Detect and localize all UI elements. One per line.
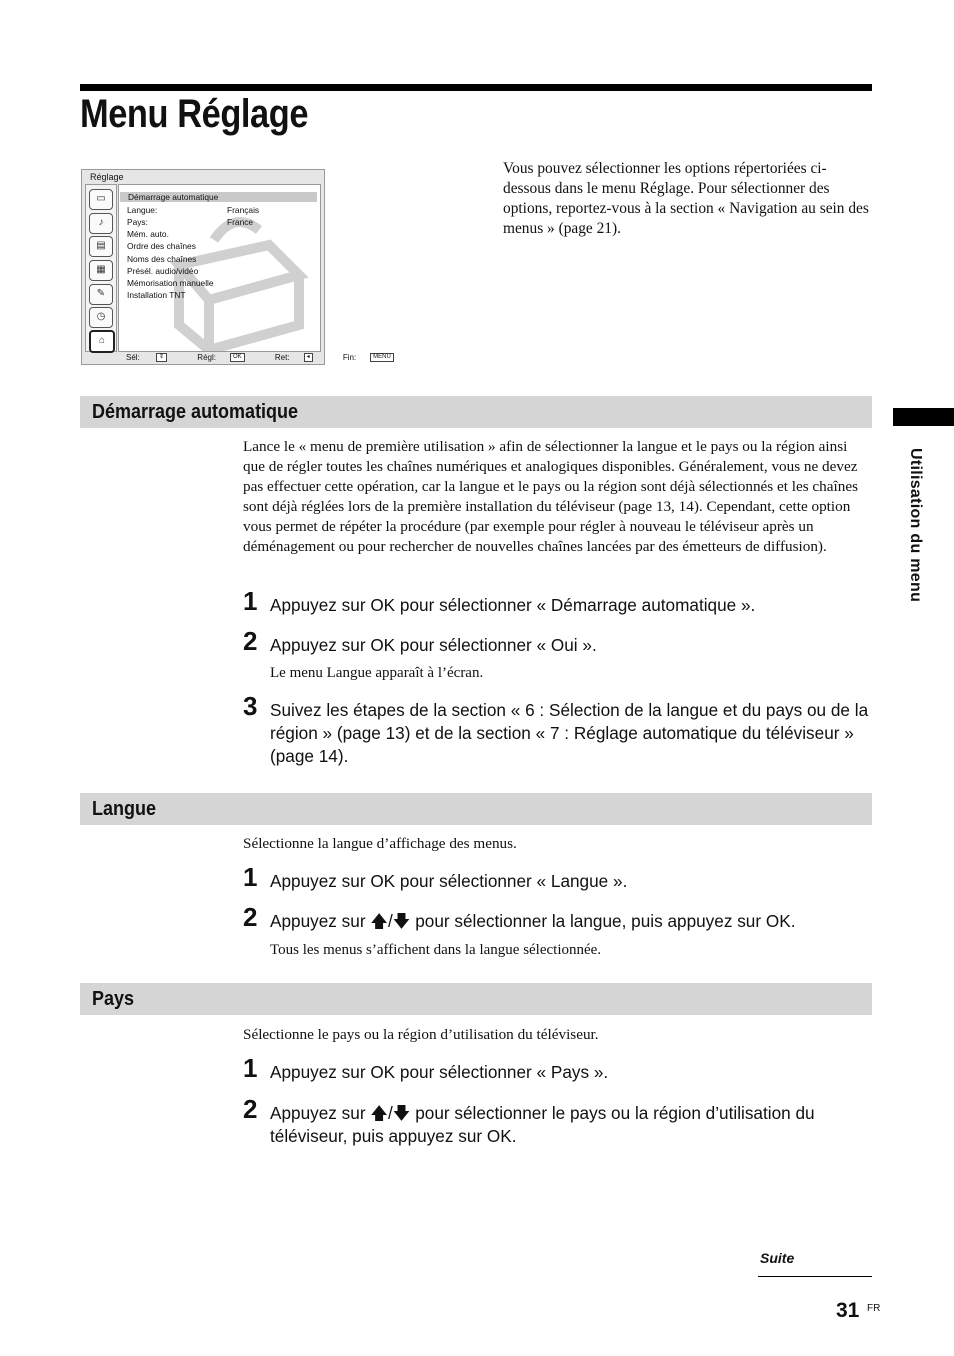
menu-row-demarrage[interactable]: Démarrage automatique <box>120 192 317 202</box>
suite-rule <box>758 1276 872 1277</box>
page-number: 31 <box>836 1299 860 1322</box>
menu-row-presel[interactable]: Présél. audio/vidéo <box>127 266 199 276</box>
menu-row-tnt[interactable]: Installation TNT <box>127 290 186 300</box>
menu-panel <box>118 184 321 352</box>
section-heading-langue: Langue <box>80 793 872 825</box>
menu-row-mem-auto[interactable]: Mém. auto. <box>127 229 169 239</box>
menu-row-memorisation[interactable]: Mémorisation manuelle <box>127 278 214 288</box>
langue-note: Tous les menus s’affichent dans la langue sélectionnée. <box>270 942 602 958</box>
menu-screenshot <box>81 169 391 365</box>
menu-row-pays[interactable]: Pays: France <box>127 217 254 227</box>
screen-icon: ▤ <box>89 236 113 257</box>
section-heading-pays: Pays <box>80 983 872 1015</box>
features-icon: ▦ <box>89 260 113 281</box>
demarrage-note: Le menu Langue apparaît à l’écran. <box>270 665 484 681</box>
title-rule <box>80 84 872 91</box>
setup-icon: ⌂ <box>89 330 115 353</box>
menu-row-noms[interactable]: Noms des chaînes <box>127 254 197 264</box>
page-title: Menu Réglage <box>80 92 309 136</box>
settings-icon: ✎ <box>89 284 113 305</box>
menu-row-langue[interactable]: Langue: Français <box>127 205 260 215</box>
page-language: FR <box>867 1303 881 1314</box>
menu-icon-column <box>85 184 117 352</box>
langue-description: Sélectionne la langue d’affichage des menus. <box>243 835 517 852</box>
menu-footer: Sél: ⇕ Régl: OK Ret: ◂ Fin: MENU <box>126 353 422 362</box>
timer-icon: ◷ <box>89 307 113 328</box>
side-tab-marker <box>893 408 954 426</box>
sound-icon: ♪ <box>89 213 113 234</box>
intro-text: Vous pouvez sélectionner les options répertoriées ci-dessous dans le menu Réglage. Pour sélectionner des options, reportez-vous à la section « Navigation au sein des menus » (page 21). <box>503 160 869 237</box>
menu-row-ordre[interactable]: Ordre des chaînes <box>127 241 196 251</box>
menu-title: Réglage <box>90 172 124 182</box>
pays-description: Sélectionne le pays ou la région d’utilisation du téléviseur. <box>243 1026 599 1043</box>
side-tab-label: Utilisation du menu <box>907 448 924 603</box>
picture-icon: ▭ <box>89 189 113 210</box>
section-heading-demarrage: Démarrage automatique <box>80 396 872 428</box>
suite-label: Suite <box>760 1250 795 1266</box>
demarrage-description: Lance le « menu de première utilisation » afin de sélectionner la langue et le pays ou la région ainsi que de régler toutes les chaînes numériques et analogiques disponibles. Généralement, vous ne devez pas effectuer cette opération, car la langue et le pays ou la région sont déjà sélectionnés et les chaînes sont déjà réglées lors de la première installation du téléviseur (page 13, 14). Cependant, cette option vous permet de répéter la procédure (par exemple pour régler à nouveau le téléviseur après un déménagement ou pour rechercher de nouvelles chaînes lancées par des émetteurs de diffusion). <box>243 438 858 555</box>
